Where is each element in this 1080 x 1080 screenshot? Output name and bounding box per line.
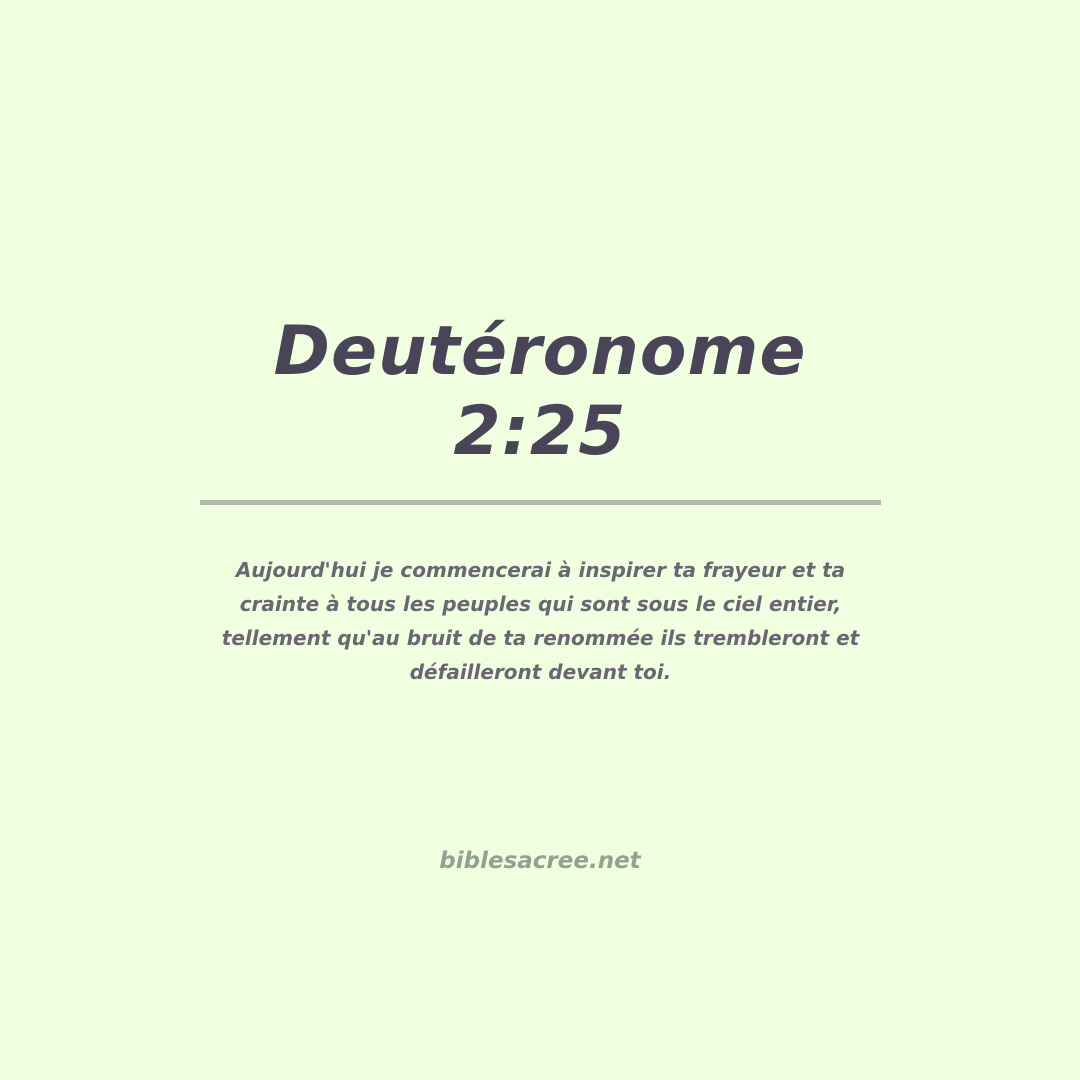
verse-reference: 2:25: [453, 392, 627, 471]
verse-title: [140, 312, 940, 472]
divider: [200, 500, 881, 505]
site-name: biblesacree.net: [439, 848, 641, 874]
verse-text: Aujourd'hui je commencerai à inspirer ta frayeur et ta crainte à tous les peuples qui sont sous le ciel entier, tellement qu'au bruit de ta renommée ils trembleront et défailleront devant toi.: [221, 558, 860, 684]
book-name: Deutéronome: [273, 312, 807, 391]
